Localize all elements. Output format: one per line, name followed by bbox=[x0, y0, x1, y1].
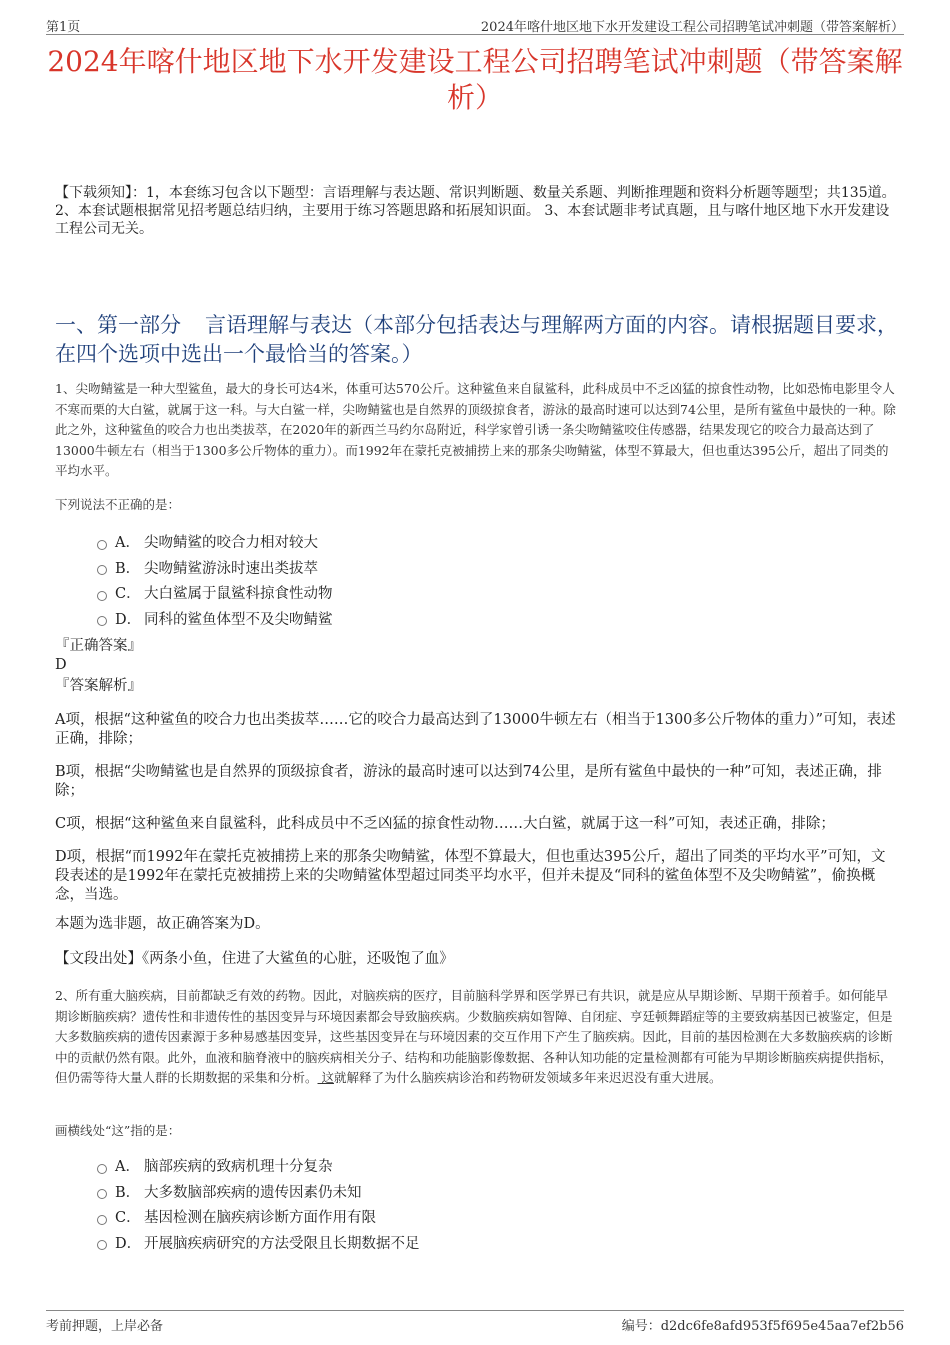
q1-option-d[interactable]: D． 同科的鲨鱼体型不及尖吻鲭鲨 bbox=[97, 606, 333, 632]
page-footer bbox=[46, 1310, 904, 1333]
download-notice: 【下载须知】：1，本套练习包含以下题型：言语理解与表达题、常识判断题、数量关系题、判断推理题和资料分析题等题型；共135道。 2、本套试题根据常见招考题总结归纳，主要用于练习答题思路和拓展知识面。 3、本套试题非考试真题，且与喀什地区地下水开发建设工程公司无关。 bbox=[55, 185, 896, 237]
q1-options bbox=[97, 529, 333, 631]
radio-icon[interactable] bbox=[97, 591, 107, 601]
page-header bbox=[46, 14, 904, 35]
q2-options bbox=[97, 1153, 420, 1255]
radio-icon[interactable] bbox=[97, 565, 107, 575]
q1-analysis-c: C项，根据“这种鲨鱼来自鼠鲨科，此科成员中不乏凶猛的掠食性动物……大白鲨，就属于这一科”可知，表述正确，排除； bbox=[55, 816, 835, 832]
q1-passage: 1、尖吻鲭鲨是一种大型鲨鱼，最大的身长可达4米，体重可达570公斤。这种鲨鱼来自鼠鲨科，此科成员中不乏凶猛的掠食性动物，比如恐怖电影里令人不寒而栗的大白鲨，就属于这一科。与大白鲨一样，尖吻鲭鲨也是自然界的顶级掠食者，游泳的最高时速可以达到74公里，是所有鲨鱼中最快的一种。除此之外，这种鲨鱼的咬合力也出类拔萃，在2020年的新西兰马约尔岛附近，科学家曾引诱一条尖吻鲭鲨咬住传感器，结果发现它的咬合力最高达到了13000牛顿左右（相当于1300多公斤物体的重力）。而1992年在蒙托克被捕捞上来的那条尖吻鲭鲨，体型不算最大，但也重达395公斤，超出了同类的平均水平。 bbox=[55, 381, 896, 478]
header-doc-title: 2024年喀什地区地下水开发建设工程公司招聘笔试冲刺题（带答案解析） bbox=[480, 20, 904, 35]
q2-question: 画横线处“这”指的是： bbox=[55, 1123, 181, 1138]
footer-serial: 编号：d2dc6fe8afd953f5f695e45aa7ef2b56 bbox=[621, 1319, 904, 1334]
page-number: 第1页 bbox=[46, 20, 81, 35]
section-part: 一、第一部分 bbox=[55, 313, 181, 337]
q1-analysis-b: B项，根据“尖吻鲭鲨也是自然界的顶级掠食者，游泳的最高时速可以达到74公里，是所有鲨鱼中最快的一种”可知，表述正确，排除； bbox=[55, 764, 882, 799]
section-desc: 言语理解与表达（本部分包括表达与理解两方面的内容。请根据题目要求，在四个选项中选出一个最恰当的答案。） bbox=[55, 313, 898, 366]
section-title bbox=[55, 311, 898, 369]
radio-icon[interactable] bbox=[97, 616, 107, 626]
q1-conclusion: 本题为选非题，故正确答案为D。 bbox=[55, 916, 270, 932]
radio-icon[interactable] bbox=[97, 1215, 107, 1225]
q2-passage: 2、所有重大脑疾病，目前都缺乏有效的药物。因此，对脑疾病的医疗，目前脑科学界和医学界已有共识，就是应从早期诊断、早期干预着手。如何能早期诊断脑疾病？遗传性和非遗传性的基因变异与环境因素都会导致脑疾病。少数脑疾病如智障、自闭症、亨廷顿舞蹈症等的主要致病基因已被鉴定，但是大多数脑疾病的遗传因素源于多种易感基因变异，这些基因变异在与环境因素的交互作用下产生了脑疾病。因此，目前的基因检测在大多数脑疾病的诊断中的贡献仍然有限。此外，血液和脑脊液中的脑疾病相关分子、结构和功能脑影像数据、各种认知功能的定量检测都有可能为早期诊断脑疾病提供指标，但仍需等待大量人群的长期数据的采集和分析。 这就解释了为什么脑疾病诊治和药物研发领域多年来迟迟没有重大进展。 bbox=[55, 988, 893, 1085]
q1-answer-label: 『正确答案』 bbox=[55, 638, 142, 654]
q1-option-b[interactable]: B． 尖吻鲭鲨游泳时速出类拔萃 bbox=[97, 555, 333, 581]
q2-option-b[interactable]: B． 大多数脑部疾病的遗传因素仍未知 bbox=[97, 1179, 420, 1205]
q1-analysis-d: D项，根据“而1992年在蒙托克被捕捞上来的那条尖吻鲭鲨，体型不算最大，但也重达395公斤，超出了同类的平均水平”可知，文段表述的是1992年在蒙托克被捕捞上来的尖吻鲭鲨体型超过同类平均水平，但并未提及“同科的鲨鱼体型不及尖吻鲭鲨”，偷换概念，当选。 bbox=[55, 849, 886, 903]
q2-underlined-text: 这 bbox=[317, 1070, 334, 1085]
q1-answer: D bbox=[55, 657, 67, 673]
q2-option-a[interactable]: A． 脑部疾病的致病机理十分复杂 bbox=[97, 1153, 420, 1179]
q1-source: 【文段出处】《两条小鱼，住进了大鲨鱼的心脏，还吸饱了血》 bbox=[55, 951, 454, 967]
radio-icon[interactable] bbox=[97, 540, 107, 550]
q2-option-d[interactable]: D． 开展脑疾病研究的方法受限且长期数据不足 bbox=[97, 1230, 420, 1256]
q1-question: 下列说法不正确的是： bbox=[55, 497, 181, 512]
q1-analysis-a: A项，根据“这种鲨鱼的咬合力也出类拔萃……它的咬合力最高达到了13000牛顿左右（相当于1300多公斤物体的重力）”可知，表述正确，排除； bbox=[55, 712, 896, 747]
q1-option-c[interactable]: C． 大白鲨属于鼠鲨科掠食性动物 bbox=[97, 580, 333, 606]
radio-icon[interactable] bbox=[97, 1240, 107, 1250]
document-title: 2024年喀什地区地下水开发建设工程公司招聘笔试冲刺题（带答案解析） bbox=[47, 45, 903, 114]
radio-icon[interactable] bbox=[97, 1189, 107, 1199]
radio-icon[interactable] bbox=[97, 1164, 107, 1174]
q2-option-c[interactable]: C． 基因检测在脑疾病诊断方面作用有限 bbox=[97, 1204, 420, 1230]
q1-analysis-label: 『答案解析』 bbox=[55, 678, 142, 694]
q1-option-a[interactable]: A． 尖吻鲭鲨的咬合力相对较大 bbox=[97, 529, 333, 555]
footer-slogan: 考前押题，上岸必备 bbox=[46, 1319, 164, 1334]
